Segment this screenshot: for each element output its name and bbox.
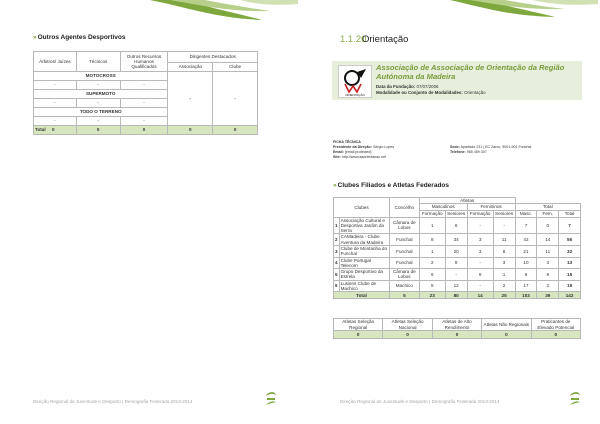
table-cell: -: [467, 280, 493, 292]
table-cell: 3: [467, 234, 493, 246]
club-municipality: Câmara de Lobos: [389, 269, 419, 281]
dirigentes-clube-value: -: [213, 72, 258, 126]
header-swoosh-decoration: [300, 0, 600, 30]
club-municipality: Funchal: [389, 234, 419, 246]
right-page: [300, 0, 600, 424]
table-cell: 0: [383, 331, 432, 339]
row-number: 5: [334, 269, 340, 281]
table-cell: -: [34, 99, 77, 108]
row-number: 4: [334, 257, 340, 269]
total-cell: 39: [537, 292, 559, 299]
table-cell: 11: [493, 234, 515, 246]
col-nao-regionais: Atletas Não Regionais: [482, 319, 531, 331]
drjd-footer-logo-icon: [568, 390, 582, 406]
row-number: 1: [334, 217, 340, 234]
col-clube: Clube: [213, 63, 258, 72]
table-cell: -: [120, 117, 168, 126]
table-cell: 15: [559, 269, 581, 281]
table-cell: 1: [419, 245, 445, 257]
other-athletes-table: [333, 318, 581, 339]
table-cell: -: [120, 81, 168, 90]
table-cell: 32: [559, 245, 581, 257]
col-formacao: Formação: [467, 210, 493, 217]
col-concelho: Concelho: [389, 198, 419, 218]
table-cell: 17: [515, 280, 537, 292]
club-name: Lusiens Clube de Machico: [339, 280, 389, 292]
technical-sheet: FICHA TÉCNICA Presidente da Direção: Sérgio Lopes Email: [email protected] Site: http://www.aaorientacao.net: [333, 140, 395, 159]
headquarters-address: Apartado 231 | EC Zarco, 9001-901 Funchal: [460, 145, 532, 149]
col-clubes: Clubes: [334, 198, 390, 218]
row-number: 2: [334, 234, 340, 246]
values-row: [334, 331, 581, 339]
table-cell: 2: [419, 257, 445, 269]
col-total-sum: Total: [559, 210, 581, 217]
contact-info: Sede: Apartado 231 | EC Zarco, 9001-901 Funchal Telefone: 965 459 307: [450, 145, 532, 154]
table-cell: 7: [515, 217, 537, 234]
club-name: Clube de Montanha do Funchal: [339, 245, 389, 257]
total-row: [334, 292, 581, 299]
total-label: Total: [334, 292, 390, 299]
other-agents-table: [33, 51, 258, 135]
club-name: Clube Portugal Telecom: [339, 257, 389, 269]
table-cell: 1: [419, 217, 445, 234]
table-cell: 10: [515, 257, 537, 269]
group-label: TODO O TERRENO: [34, 108, 168, 117]
col-atletas: Atletas: [419, 198, 515, 204]
table-cell: 56: [559, 234, 581, 246]
col-outros-recursos: Outros Recursos Humanos Qualificados: [120, 52, 168, 72]
club-name: Associação Cultural e Desportiva Jardim da Serra: [339, 217, 389, 234]
col-arbitros: Árbitros/ Juízes: [34, 52, 77, 72]
table-cell: 21: [515, 245, 537, 257]
group-label: SUPERMOTO: [34, 90, 168, 99]
table-cell: 19: [559, 280, 581, 292]
total-cell: 25: [493, 292, 515, 299]
total-label: Total 0: [34, 126, 77, 135]
row-number: 6: [334, 280, 340, 292]
col-elevado-potencial: Praticantes de Elevado Potencial: [531, 319, 580, 331]
table-cell: 6: [419, 269, 445, 281]
table-row: [334, 217, 581, 234]
dirigentes-associacao-value: -: [168, 72, 213, 126]
col-fem: Fem.: [537, 210, 559, 217]
table-cell: 42: [515, 234, 537, 246]
table-row: [334, 245, 581, 257]
table-cell: -: [76, 99, 120, 108]
svg-text:ORIENTAÇÃO: ORIENTAÇÃO: [345, 93, 365, 97]
col-associacao: Associação: [168, 63, 213, 72]
table-cell: -: [120, 99, 168, 108]
table-cell: -: [445, 269, 467, 281]
col-seniores: Seniores: [495, 210, 514, 216]
club-name: CAMadeira - Clube Aventura da Madeira: [339, 234, 389, 246]
club-municipality: Funchal: [389, 245, 419, 257]
table-cell: 3: [493, 257, 515, 269]
table-cell: 20: [445, 245, 467, 257]
orientation-logo-icon: [339, 66, 371, 97]
table-cell: 13: [559, 257, 581, 269]
association-name: Associação de Associação de Orientação da Região Autónoma da Madeira: [376, 63, 565, 81]
table-cell: 7: [559, 217, 581, 234]
club-municipality: Funchal: [389, 257, 419, 269]
group-label: MOTOCROSS: [34, 72, 168, 81]
table-row: [334, 257, 581, 269]
total-concelho: 5: [389, 292, 419, 299]
col-formacao: Formação: [419, 210, 445, 217]
table-cell: 8: [419, 234, 445, 246]
site-link[interactable]: http://www.aaorientacao.net: [341, 154, 387, 159]
table-cell: 8: [493, 245, 515, 257]
table-cell: -: [76, 81, 120, 90]
table-cell: 0: [482, 331, 531, 339]
total-row: [34, 126, 258, 135]
col-total: Total: [515, 204, 580, 210]
total-cell: 0: [213, 126, 258, 135]
total-cell: 80: [445, 292, 467, 299]
total-cell: 103: [515, 292, 537, 299]
col-selecao-regional: Atletas Seleção Regional: [334, 319, 383, 331]
col-alto-rendimento: Atletas de Alto Rendimento: [432, 319, 481, 331]
row-number: 3: [334, 245, 340, 257]
president-name: Sérgio Lopes: [372, 144, 395, 149]
modality: Modalidade ou Conjunto de Modalidades: Orientação: [376, 90, 486, 95]
col-femininos: Femininos: [467, 204, 515, 210]
col-selecao-nacional: Atletas Seleção Nacional: [383, 319, 432, 331]
group-row: [34, 72, 258, 81]
table-cell: -: [34, 81, 77, 90]
table-cell: 6: [515, 269, 537, 281]
phone-number: 965 459 307: [466, 149, 487, 154]
section-number: 1.1.20: [340, 34, 367, 45]
header-swoosh-decoration: [0, 0, 300, 34]
email-link[interactable]: [email protected]: [344, 149, 372, 154]
page-footer: Direção Regional de Juventude e Desporto | Demografia Federada 2013-2014: [33, 399, 193, 404]
col-dirigentes: Dirigentes Destacados: [168, 52, 258, 63]
table-cell: 2: [493, 280, 515, 292]
table-cell: 3: [537, 257, 559, 269]
table-header-row: [334, 319, 581, 331]
total-cell: 0: [120, 126, 168, 135]
total-cell: 142: [559, 292, 581, 299]
table-cell: -: [467, 257, 493, 269]
table-cell: 6: [445, 217, 467, 234]
table-cell: 0: [537, 217, 559, 234]
total-cell: 14: [467, 292, 493, 299]
col-masculinos: Masculinos: [419, 204, 467, 210]
section-heading: Orientação: [362, 34, 409, 45]
col-tecnicos: Técnicos: [76, 52, 120, 72]
table-cell: -: [34, 117, 77, 126]
table-cell: -: [76, 117, 120, 126]
col-seniores: Seniores: [447, 210, 466, 216]
table-cell: 14: [537, 234, 559, 246]
technical-sheet-title: FICHA TÉCNICA: [333, 140, 361, 144]
table-cell: 12: [445, 280, 467, 292]
table-row: [334, 280, 581, 292]
table-row: [334, 269, 581, 281]
table-cell: 0: [334, 331, 383, 339]
association-logo: [338, 65, 372, 98]
page-footer: Direção Regional de Juventude e Desporto | Demografia Federada 2013-2014: [340, 399, 500, 404]
clubs-section-title: »Clubes Filiados e Atletas Federados: [333, 182, 449, 189]
total-cell: 0: [168, 126, 213, 135]
table-cell: 34: [445, 234, 467, 246]
association-banner: [332, 61, 582, 100]
table-cell: 0: [432, 331, 481, 339]
table-header-row: [34, 52, 258, 63]
table-cell: -: [467, 217, 493, 234]
table-cell: 8: [445, 257, 467, 269]
foundation-date: Data da Fundação: 07/07/2006: [376, 84, 439, 89]
col-masc: Masc.: [515, 210, 537, 217]
table-cell: 11: [537, 245, 559, 257]
table-cell: 8: [467, 269, 493, 281]
club-name: Grupo Desportivo da Estrela: [339, 269, 389, 281]
table-cell: 2: [537, 280, 559, 292]
drjd-footer-logo-icon: [264, 390, 278, 406]
clubs-athletes-table: [333, 197, 581, 299]
section-title: »Outros Agentes Desportivos: [33, 34, 126, 41]
table-cell: -: [493, 217, 515, 234]
table-cell: 1: [493, 269, 515, 281]
table-cell: 9: [537, 269, 559, 281]
table-cell: 0: [531, 331, 580, 339]
total-cell: 0: [76, 126, 120, 135]
table-row: [334, 234, 581, 246]
total-cell: 23: [419, 292, 445, 299]
club-municipality: Machico: [389, 280, 419, 292]
table-cell: 5: [419, 280, 445, 292]
club-municipality: Câmara de Lobos: [389, 217, 419, 234]
table-cell: 3: [467, 245, 493, 257]
